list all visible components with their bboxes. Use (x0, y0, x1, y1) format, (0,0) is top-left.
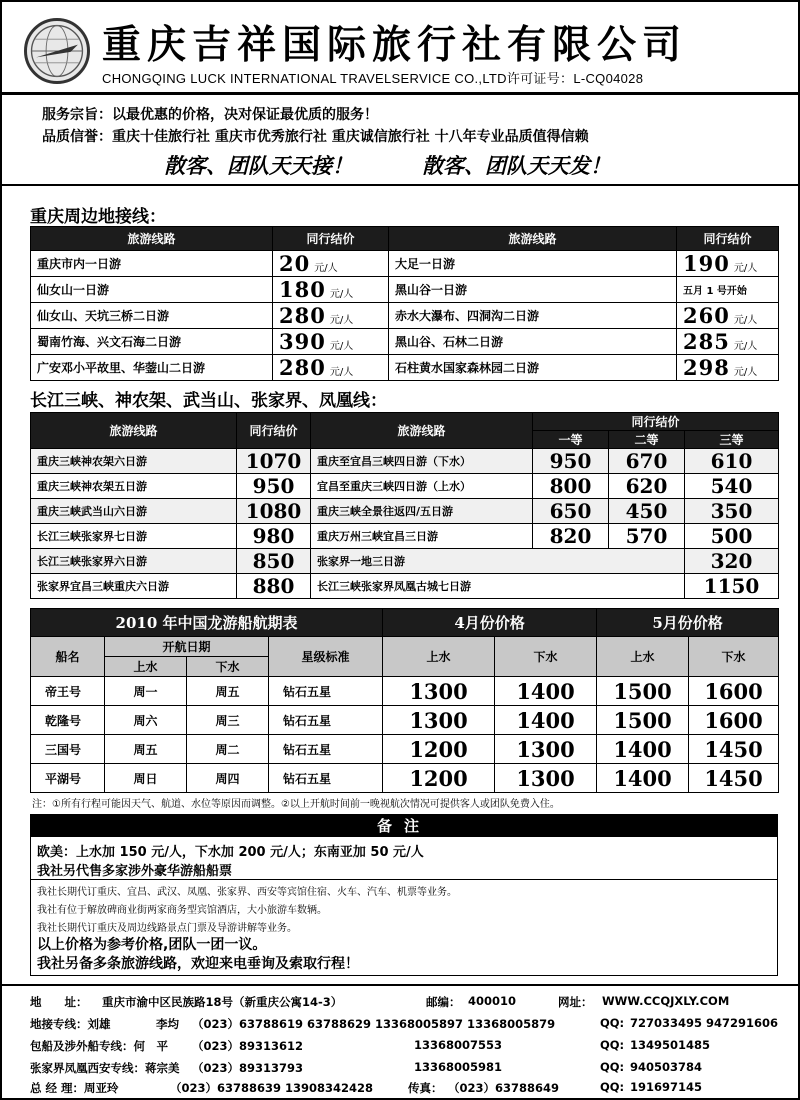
route-name: 仙女山一日游 (31, 277, 273, 303)
price-class-3: 320 (685, 549, 779, 574)
col-route: 旅游线路 (31, 413, 237, 449)
local-routes-table (30, 226, 779, 381)
fax-value: （023）63788649 (448, 1081, 560, 1095)
star-rating: 钻石五星 (269, 735, 383, 764)
price-unit: 元/人 (329, 367, 354, 378)
route-price: 20 (279, 251, 311, 276)
star-rating: 钻石五星 (269, 706, 383, 735)
quality-slogan: 品质信誉：重庆十佳旅行社 重庆市优秀旅行社 重庆诚信旅行社 十八年专业品质值得信赖 (42, 129, 589, 145)
col-price: 同行结价 (533, 413, 779, 431)
col-price: 同行结价 (677, 227, 779, 251)
route-price: 298 (683, 355, 730, 380)
route-note: 五月 1 号开始 (683, 286, 747, 297)
route-name: 仙女山、天坑三桥二日游 (31, 303, 273, 329)
april-up-price: 1300 (383, 677, 495, 706)
remark-tickets: 我社长期代订重庆及周边线路景点门票及导游讲解等业务。 (37, 923, 297, 934)
qq-label: QQ: (600, 1038, 625, 1052)
cruise-line-qq: 1349501485 (630, 1038, 711, 1052)
cruise-schedule-table (30, 608, 779, 793)
col-april-down: 下水 (495, 637, 597, 677)
col-price: 同行结价 (237, 413, 311, 449)
table-row (31, 524, 779, 549)
may-up-price: 1400 (597, 735, 689, 764)
route-name: 重庆三峡神农架五日游 (31, 474, 237, 499)
route-name: 重庆万州三峡宜昌三日游 (311, 524, 533, 549)
route-name: 重庆三峡武当山六日游 (31, 499, 237, 524)
service-slogan: 服务宗旨：以最优惠的价格，决对保证最优质的服务！ (42, 107, 378, 123)
price-class-3: 350 (685, 499, 779, 524)
yangtze-routes-title: 长江三峡、神农架、武当山、张家界、凤凰线： (30, 391, 387, 411)
col-star: 星级标准 (269, 637, 383, 677)
price-class-2: 450 (609, 499, 685, 524)
remark-hotels: 我社有位于解放碑商业街两家商务型宾馆酒店，大小旅游车数辆。 (37, 905, 327, 916)
route-name: 赤水大瀑布、四洞沟二日游 (389, 303, 677, 329)
may-down-price: 1600 (689, 677, 779, 706)
april-down-price: 1300 (495, 764, 597, 793)
route-name: 长江三峡张家界六日游 (31, 549, 237, 574)
price-unit: 元/人 (329, 315, 354, 326)
route-name: 重庆三峡神农架六日游 (31, 449, 237, 474)
gm-qq: 191697145 (630, 1080, 703, 1094)
route-name: 黑山谷一日游 (389, 277, 677, 303)
price-class-2: 670 (609, 449, 685, 474)
price-class-1: 800 (533, 474, 609, 499)
april-price-header: 4月份价格 (383, 609, 597, 637)
col-may-up: 上水 (597, 637, 689, 677)
may-up-price: 1400 (597, 764, 689, 793)
route-name: 张家界宜昌三峡重庆六日游 (31, 574, 237, 599)
table-row (31, 355, 779, 381)
price-class-2: 620 (609, 474, 685, 499)
price-class-3: 610 (685, 449, 779, 474)
price-unit: 元/人 (329, 341, 354, 352)
sail-up-day: 周五 (105, 735, 187, 764)
price-unit: 元/人 (314, 263, 338, 274)
table-row (31, 303, 779, 329)
col-ship: 船名 (31, 637, 105, 677)
table-row (31, 735, 779, 764)
cruise-line-mobile: 13368007553 (414, 1038, 503, 1052)
table-row (31, 549, 779, 574)
route-price: 390 (279, 329, 326, 354)
local-line-label: 地接专线：刘雄 (30, 1017, 111, 1031)
table-row (31, 574, 779, 599)
col-sail-date: 开航日期 (105, 637, 269, 657)
table-row (31, 251, 779, 277)
web-label: 网址： (558, 995, 593, 1009)
route-name: 张家界一地三日游 (311, 549, 685, 574)
price-unit: 元/人 (733, 263, 758, 274)
sail-down-day: 周二 (187, 735, 269, 764)
april-down-price: 1300 (495, 735, 597, 764)
sail-up-day: 周日 (105, 764, 187, 793)
col-route: 旅游线路 (31, 227, 273, 251)
sail-up-day: 周一 (105, 677, 187, 706)
star-rating: 钻石五星 (269, 677, 383, 706)
price-class-3: 1150 (685, 574, 779, 599)
route-name: 长江三峡张家界七日游 (31, 524, 237, 549)
may-down-price: 1600 (689, 706, 779, 735)
table-row (31, 449, 779, 474)
col-class-3: 三等 (685, 431, 779, 449)
route-name: 大足一日游 (389, 251, 677, 277)
col-class-2: 二等 (609, 431, 685, 449)
route-price: 280 (279, 303, 326, 328)
fax-label: 传真： (408, 1081, 443, 1095)
route-name: 石柱黄水国家森林园二日游 (389, 355, 677, 381)
zip-value: 400010 (468, 994, 517, 1008)
zjj-line-qq: 940503784 (630, 1060, 703, 1074)
remark-cruise-tickets: 我社另代售多家涉外豪华游船船票 (37, 864, 233, 879)
may-down-price: 1450 (689, 735, 779, 764)
globe-icon (27, 21, 87, 81)
route-price: 285 (683, 329, 730, 354)
ship-name: 乾隆号 (31, 706, 105, 735)
may-up-price: 1500 (597, 706, 689, 735)
price-class-3: 500 (685, 524, 779, 549)
table-row (31, 474, 779, 499)
route-name: 广安邓小平故里、华蓥山二日游 (31, 355, 273, 381)
price-class-1: 950 (533, 449, 609, 474)
price-unit: 元/人 (329, 289, 354, 300)
sail-down-day: 周五 (187, 677, 269, 706)
remark-more-routes: 我社另备多条旅游线路，欢迎来电垂询及索取行程！ (37, 956, 359, 972)
local-routes-title: 重庆周边地接线： (30, 207, 166, 227)
price-class-1: 820 (533, 524, 609, 549)
address-value: 重庆市渝中区民族路18号（新重庆公寓14-3） (102, 995, 343, 1009)
april-up-price: 1200 (383, 764, 495, 793)
company-name-cn: 重庆吉祥国际旅行社有限公司 (102, 22, 688, 68)
route-name: 重庆至宜昌三峡四日游（下水） (311, 449, 533, 474)
header-divider (2, 92, 800, 95)
zip-label: 邮编： (426, 995, 461, 1009)
cruise-line-phone: （023）89313612 (192, 1039, 304, 1053)
april-up-price: 1300 (383, 706, 495, 735)
route-price: 980 (237, 524, 311, 549)
local-line-phones: （023）63788619 63788629 13368005897 13368005879 (192, 1017, 556, 1031)
col-may-down: 下水 (689, 637, 779, 677)
route-name: 蜀南竹海、兴文石海二日游 (31, 329, 273, 355)
remarks-divider (31, 879, 777, 880)
table-row (31, 277, 779, 303)
ship-name: 平湖号 (31, 764, 105, 793)
route-price: 1080 (237, 499, 311, 524)
col-sail-up: 上水 (105, 657, 187, 677)
route-price: 1070 (237, 449, 311, 474)
remarks-title: 备注 (31, 815, 777, 837)
yangtze-routes-table (30, 412, 779, 599)
gm-label: 总 经 理：周亚玲 (30, 1081, 119, 1095)
schedule-notice: 注：①所有行程可能因天气、航道、水位等原因而调整。②以上开航时间前一晚视航次情况可提供客人或团队免费入住。 (32, 799, 560, 810)
remark-price-reference: 以上价格为参考价格,团队一团一议。 (37, 937, 267, 953)
route-price: 850 (237, 549, 311, 574)
may-down-price: 1450 (689, 764, 779, 793)
price-unit: 元/人 (733, 341, 758, 352)
address-label: 地 址： (30, 995, 88, 1009)
april-down-price: 1400 (495, 706, 597, 735)
route-name: 宜昌至重庆三峡四日游（上水） (311, 474, 533, 499)
gm-phones: （023）63788639 13908342428 (170, 1081, 374, 1095)
route-price: 880 (237, 574, 311, 599)
route-name: 重庆市内一日游 (31, 251, 273, 277)
cruise-table-title: 2010 年中国龙游船航期表 (31, 609, 383, 637)
qq-label: QQ: (600, 1080, 625, 1094)
tagline-divider (2, 184, 800, 186)
remarks-box (30, 814, 778, 976)
route-price: 950 (237, 474, 311, 499)
remark-surcharge: 欧美：上水加 150 元/人，下水加 200 元/人；东南亚加 50 元/人 (37, 845, 424, 860)
remark-bookings: 我社长期代订重庆、宜昌、武汉、凤凰、张家界、西安等宾馆住宿、火车、汽车、机票等业务。 (37, 887, 457, 898)
route-price: 280 (279, 355, 326, 380)
price-class-2: 570 (609, 524, 685, 549)
local-line-qq: 727033495 947291606 (630, 1016, 779, 1030)
star-rating: 钻石五星 (269, 764, 383, 793)
price-unit: 元/人 (733, 315, 758, 326)
route-price: 180 (279, 277, 326, 302)
tagline-depart: 散客、团队天天发！ (422, 153, 611, 178)
col-route: 旅游线路 (389, 227, 677, 251)
may-price-header: 5月份价格 (597, 609, 779, 637)
sail-up-day: 周六 (105, 706, 187, 735)
zjj-line-label: 张家界凤凰西安专线：蒋宗美 (30, 1061, 180, 1075)
price-class-3: 540 (685, 474, 779, 499)
route-price: 260 (683, 303, 730, 328)
table-row (31, 499, 779, 524)
qq-label: QQ: (600, 1060, 625, 1074)
qq-label: QQ: (600, 1016, 625, 1030)
company-name-en: CHONGQING LUCK INTERNATIONAL TRAVELSERVICE CO.,LTD许可证号：L-CQ04028 (102, 71, 644, 86)
ship-name: 三国号 (31, 735, 105, 764)
price-class-1: 650 (533, 499, 609, 524)
route-name: 重庆三峡全景往返四/五日游 (311, 499, 533, 524)
zjj-line-mobile: 13368005981 (414, 1060, 503, 1074)
footer-divider (2, 984, 800, 986)
may-up-price: 1500 (597, 677, 689, 706)
april-down-price: 1400 (495, 677, 597, 706)
col-april-up: 上水 (383, 637, 495, 677)
header (2, 2, 800, 92)
table-row (31, 677, 779, 706)
zjj-line-phone: （023）89313793 (192, 1061, 304, 1075)
col-sail-down: 下水 (187, 657, 269, 677)
route-name: 黑山谷、石林二日游 (389, 329, 677, 355)
website-link[interactable]: WWW.CCQJXLY.COM (602, 994, 730, 1008)
price-unit: 元/人 (733, 367, 758, 378)
table-row (31, 329, 779, 355)
local-line-name: 李均 (156, 1017, 179, 1031)
table-row (31, 764, 779, 793)
route-price: 190 (683, 251, 730, 276)
tagline-receive: 散客、团队天天接！ (164, 153, 353, 178)
col-class-1: 一等 (533, 431, 609, 449)
table-row (31, 706, 779, 735)
route-name: 长江三峡张家界凤凰古城七日游 (311, 574, 685, 599)
sail-down-day: 周四 (187, 764, 269, 793)
company-logo (24, 18, 90, 84)
cruise-line-label: 包船及涉外船专线：何 平 (30, 1039, 168, 1053)
ship-name: 帝王号 (31, 677, 105, 706)
col-price: 同行结价 (273, 227, 389, 251)
april-up-price: 1200 (383, 735, 495, 764)
col-route: 旅游线路 (311, 413, 533, 449)
sail-down-day: 周三 (187, 706, 269, 735)
